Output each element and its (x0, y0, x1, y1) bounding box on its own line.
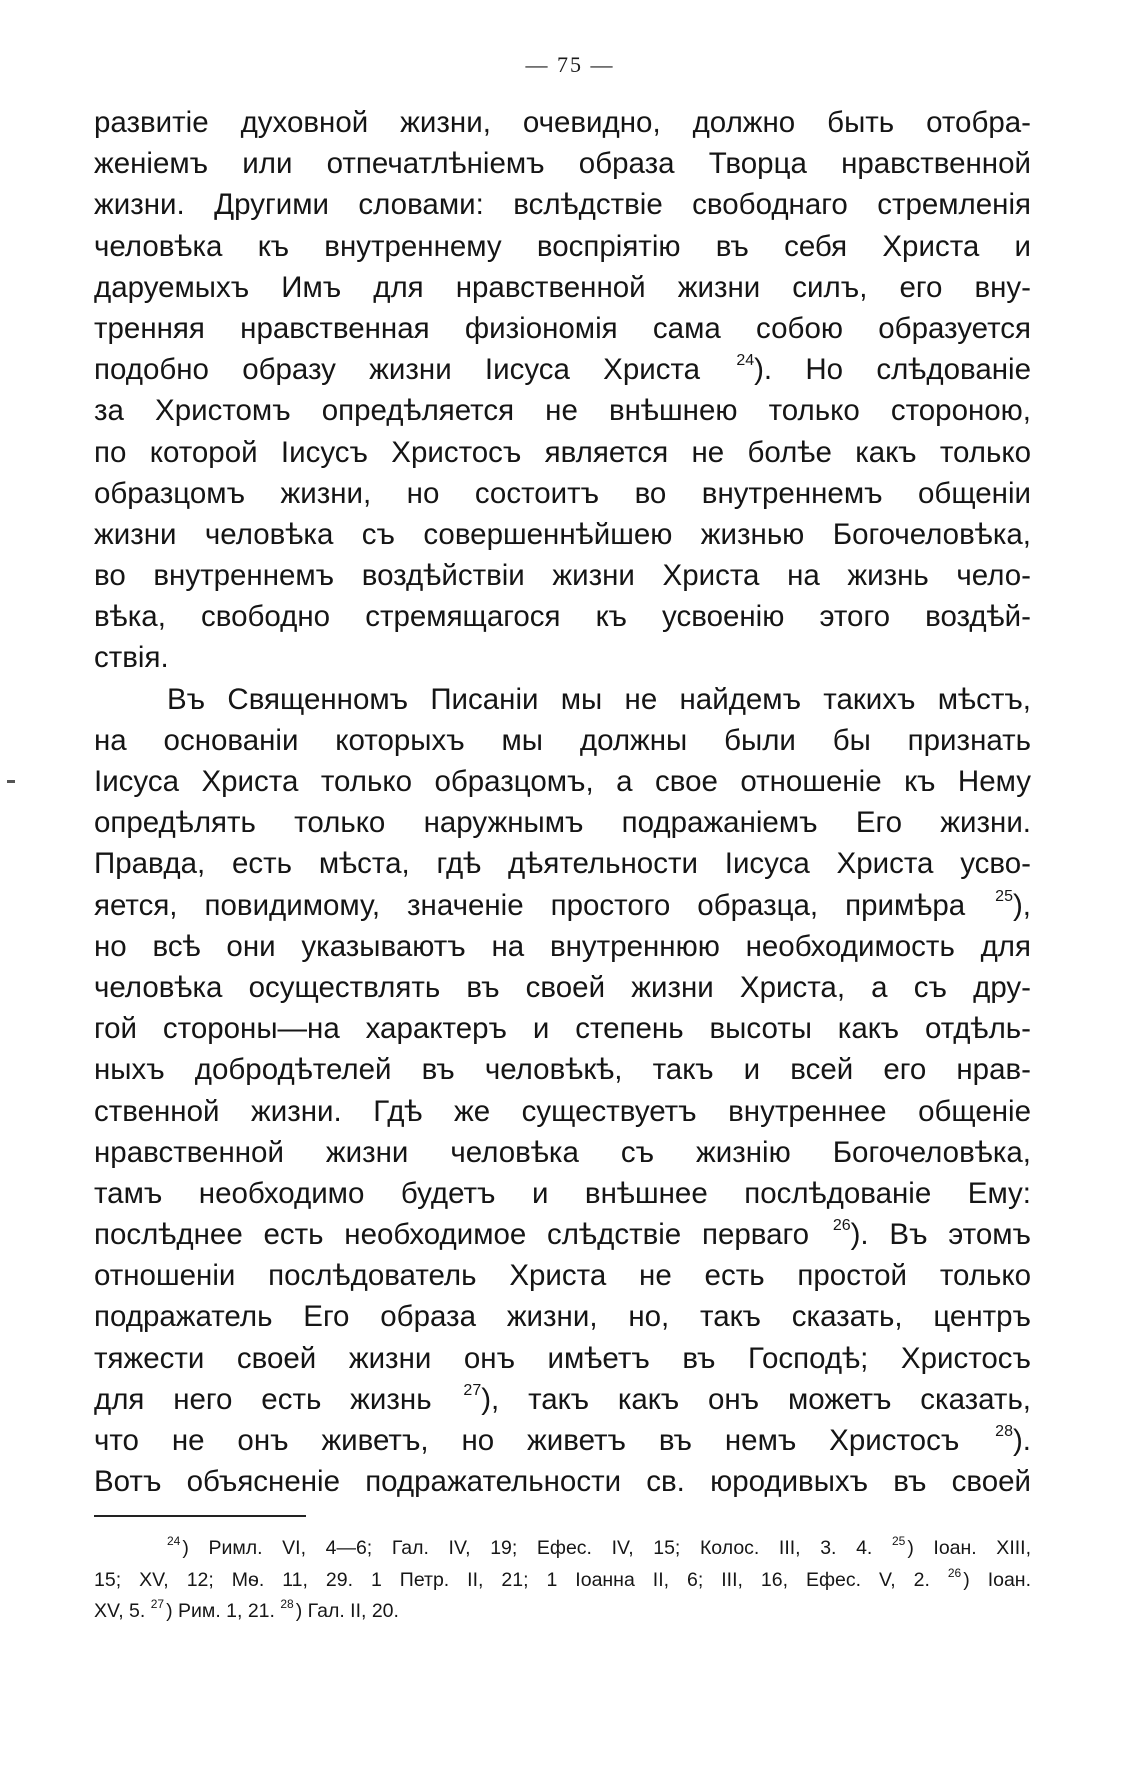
text-line (94, 349, 1031, 390)
text-segment: что не онъ живетъ, но живетъ въ немъ Христосъ (94, 1424, 960, 1457)
text-segment: для него есть жизнь (94, 1382, 432, 1416)
text-line: нравственной жизни человѣка съ жизнію Богочеловѣка, (94, 1135, 1031, 1169)
footnote-ref-27: 27 (463, 1381, 482, 1399)
text-line: Іисуса Христа только образцомъ, а свое отношеніе къ Нему (94, 765, 1031, 798)
text-line: подражатель Его образа жизни, но, такъ сказать, центръ (94, 1300, 1031, 1334)
text-line (94, 1420, 1031, 1461)
text-segment: яется, повидимому, значеніе простого образца, примѣра (94, 888, 966, 922)
text-line: опредѣлять только наружнымъ подражаніемъ Его жизни. (94, 806, 1031, 840)
text-segment: ). (1012, 1424, 1031, 1457)
text-segment: ), (1012, 888, 1031, 922)
text-line: жизни. Другими словами: вслѣдствіе свободнаго стремленія (94, 188, 1031, 222)
footnote-marker-28: 28 (280, 1597, 294, 1611)
text-line: развитіе духовной жизни, очевидно, должно быть отобра- (94, 106, 1031, 139)
text-line: отношеніи послѣдователь Христа не есть простой только (94, 1259, 1031, 1293)
text-line (94, 1379, 1031, 1420)
footnote-marker-24: 24 (167, 1534, 181, 1548)
text-line (94, 885, 1031, 926)
footnote-text: ) Римл. VI, 4—6; Гал. IV, 19; Ефес. IV, 15; Колос. III, 3. 4. (182, 1537, 873, 1559)
text-line: ственной жизни. Гдѣ же существуетъ внутреннее общеніе (94, 1094, 1031, 1128)
text-line: гой стороны—на характеръ и степень высоты какъ отдѣль- (94, 1012, 1031, 1046)
text-line: за Христомъ опредѣляется не внѣшнею только стороною, (94, 394, 1031, 428)
footnote-text: ) Рим. 1, 21. (166, 1600, 275, 1622)
text-segment: подобно образу жизни Іисуса Христа (94, 353, 701, 387)
footnote-line (94, 1565, 1031, 1597)
text-line: но всѣ они указываютъ на внутреннюю необходимость для (94, 929, 1031, 963)
footnote-text: XV, 5. (94, 1600, 146, 1622)
text-segment: ). Въ этомъ (850, 1218, 1031, 1252)
text-line: во внутреннемъ воздѣйствіи жизни Христа на жизнь чело- (94, 559, 1031, 593)
text-line: женіемъ или отпечатлѣніемъ образа Творца нравственной (94, 147, 1031, 181)
main-text (94, 102, 1031, 1502)
page-number: — 75 — (525, 52, 615, 77)
footnote-text: ) Іоан. (963, 1568, 1031, 1591)
text-line: ныхъ добродѣтелей въ человѣкѣ, такъ и всей его нрав- (94, 1053, 1031, 1087)
footnote-divider (94, 1515, 306, 1517)
text-line: Вотъ объясненіе подражательности св. юродивыхъ въ своей (94, 1465, 1031, 1499)
text-line: человѣка къ внутреннему воспріятію въ себя Христа и (94, 229, 1031, 263)
text-line: вѣка, свободно стремящагося къ усвоенію этого воздѣй- (94, 600, 1031, 634)
text-line: тяжести своей жизни онъ имѣетъ въ Господѣ; Христосъ (94, 1341, 1031, 1375)
footnote-ref-25: 25 (995, 887, 1013, 905)
footnote-text: 15; XV, 12; Мѳ. 11, 29. 1 Петр. II, 21; 1 Іоанна II, 6; III, 16, Ефес. V, 2. (94, 1568, 930, 1591)
footnote-ref-24: 24 (736, 352, 755, 370)
text-line: Правда, есть мѣста, гдѣ дѣятельности Іисуса Христа усво- (94, 847, 1031, 881)
text-line: по которой Іисусъ Христосъ является не болѣе какъ только (94, 435, 1031, 469)
text-line: даруемыхъ Имъ для нравственной жизни силъ, его вну- (94, 270, 1031, 304)
text-line: Въ Священномъ Писаніи мы не найдемъ такихъ мѣстъ, (167, 682, 1031, 716)
text-line: тренняя нравственная физіономія сама собою образуется (94, 311, 1031, 345)
text-line: образцомъ жизни, но состоитъ во внутреннемъ общеніи (94, 476, 1031, 510)
text-line: на основаніи которыхъ мы должны были бы признать (94, 723, 1031, 757)
text-line: ствія. (94, 641, 169, 675)
text-segment: послѣднее есть необходимое слѣдствіе перваго (94, 1218, 810, 1252)
footnote-ref-28: 28 (995, 1423, 1013, 1440)
footnotes (94, 1533, 1031, 1628)
text-line: человѣка осуществлять въ своей жизни Христа, а съ дру- (94, 970, 1031, 1004)
footnote-text: ) Іоан. XIII, (907, 1537, 1031, 1559)
footnote-marker-25: 25 (891, 1534, 906, 1548)
text-line: тамъ необходимо будетъ и внѣшнее послѣдованіе Ему: (94, 1176, 1031, 1210)
footnote-marker-27: 27 (150, 1597, 165, 1611)
text-line (94, 1214, 1031, 1255)
footnote-text: ) Гал. II, 20. (295, 1600, 399, 1622)
text-segment: ), такъ какъ онъ можетъ сказать, (481, 1382, 1032, 1416)
text-line: жизни человѣка съ совершеннѣйшею жизнью Богочеловѣка, (94, 517, 1031, 551)
footnote-marker-26: 26 (947, 1565, 962, 1580)
footnote-line (94, 1596, 1031, 1628)
margin-mark (7, 780, 15, 783)
footnote-line (94, 1533, 1031, 1565)
footnote-ref-26: 26 (832, 1217, 851, 1235)
text-segment: ). Но слѣдованіе (754, 353, 1031, 387)
